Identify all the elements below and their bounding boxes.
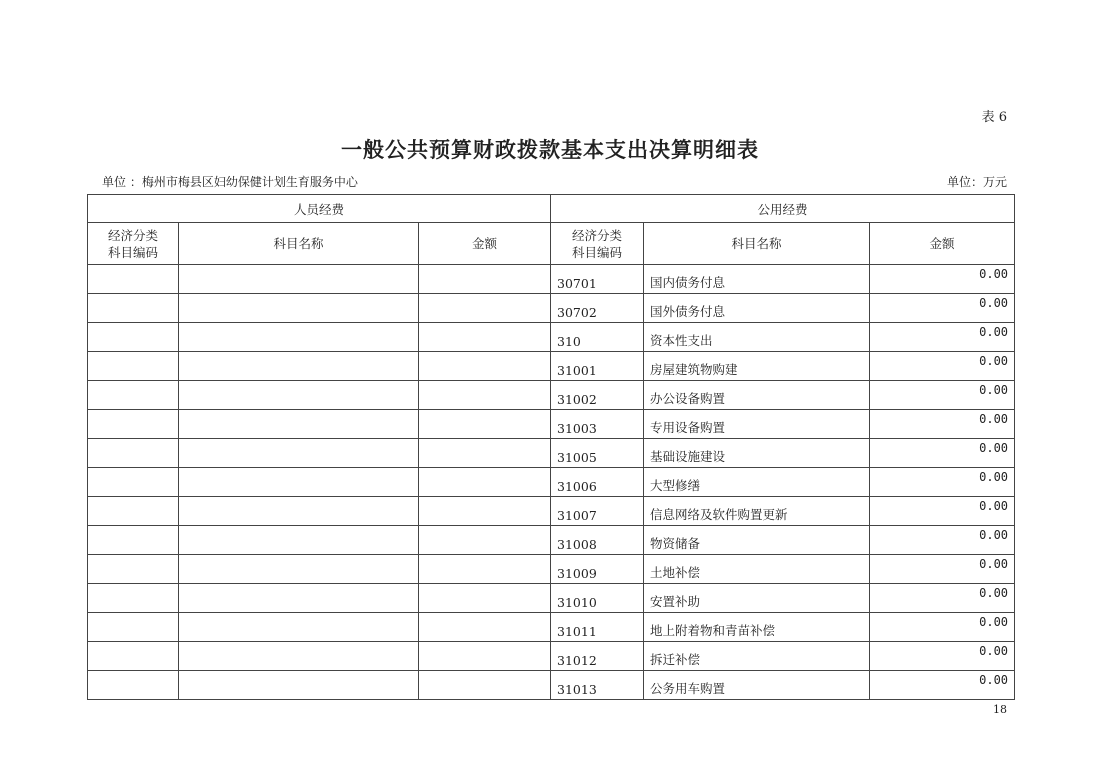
personnel-amount-cell <box>419 265 551 294</box>
table-row <box>88 381 1015 410</box>
personnel-code-cell <box>88 555 179 584</box>
personnel-name-cell <box>179 671 419 700</box>
personnel-name-cell <box>179 526 419 555</box>
public-amount-cell: 0.00 <box>870 410 1015 439</box>
personnel-code-cell <box>88 468 179 497</box>
personnel-code-cell <box>88 294 179 323</box>
public-amount-cell: 0.00 <box>870 352 1015 381</box>
column-header-row <box>88 223 1015 265</box>
public-amount-cell: 0.00 <box>870 439 1015 468</box>
public-name-cell: 拆迁补偿 <box>644 642 870 671</box>
public-amount-cell: 0.00 <box>870 642 1015 671</box>
group-header-personnel: 人员经费 <box>88 195 551 223</box>
public-name-cell: 专用设备购置 <box>644 410 870 439</box>
personnel-code-cell <box>88 352 179 381</box>
public-code-cell: 31010 <box>551 584 644 613</box>
public-name-cell: 办公设备购置 <box>644 381 870 410</box>
public-name-cell: 大型修缮 <box>644 468 870 497</box>
public-amount-cell: 0.00 <box>870 526 1015 555</box>
personnel-name-cell <box>179 323 419 352</box>
public-amount-cell: 0.00 <box>870 265 1015 294</box>
col-header-code-line1: 经济分类 <box>107 227 158 243</box>
public-amount-cell: 0.00 <box>870 497 1015 526</box>
personnel-name-cell <box>179 265 419 294</box>
public-code-cell: 31009 <box>551 555 644 584</box>
organization-label: 单位 ：梅州市梅县区妇幼保健计划生育服务中心 <box>102 175 358 189</box>
table-row <box>88 642 1015 671</box>
personnel-name-cell <box>179 294 419 323</box>
table-number: 表 6 <box>981 110 1007 125</box>
group-header-row <box>88 195 1015 223</box>
page-title: 一般公共预算财政拨款基本支出决算明细表 <box>341 137 759 162</box>
public-code-cell: 31003 <box>551 410 644 439</box>
public-code-cell: 31013 <box>551 671 644 700</box>
public-amount-cell: 0.00 <box>870 468 1015 497</box>
col-header-code-line2: 科目编码 <box>107 244 158 260</box>
personnel-name-cell <box>179 439 419 468</box>
table-row <box>88 439 1015 468</box>
col-header-public-code <box>551 223 644 265</box>
public-code-cell: 31007 <box>551 497 644 526</box>
table-row <box>88 671 1015 700</box>
personnel-amount-cell <box>419 352 551 381</box>
expenditure-detail-table <box>87 194 1015 700</box>
col-header-personnel-name: 科目名称 <box>179 223 419 265</box>
public-code-cell: 31002 <box>551 381 644 410</box>
public-name-cell: 基础设施建设 <box>644 439 870 468</box>
public-amount-cell: 0.00 <box>870 555 1015 584</box>
col-header-code-line2: 科目编码 <box>572 244 623 260</box>
public-code-cell: 31006 <box>551 468 644 497</box>
group-header-public: 公用经费 <box>551 195 1015 223</box>
public-name-cell: 物资储备 <box>644 526 870 555</box>
public-amount-cell: 0.00 <box>870 323 1015 352</box>
table-row <box>88 613 1015 642</box>
personnel-code-cell <box>88 642 179 671</box>
personnel-amount-cell <box>419 439 551 468</box>
col-header-public-name: 科目名称 <box>644 223 870 265</box>
public-code-cell: 31011 <box>551 613 644 642</box>
public-amount-cell: 0.00 <box>870 584 1015 613</box>
personnel-amount-cell <box>419 584 551 613</box>
public-name-cell: 房屋建筑物购建 <box>644 352 870 381</box>
col-header-personnel-amount: 金额 <box>419 223 551 265</box>
table-row <box>88 555 1015 584</box>
personnel-name-cell <box>179 352 419 381</box>
public-amount-cell: 0.00 <box>870 381 1015 410</box>
table-row <box>88 294 1015 323</box>
personnel-name-cell <box>179 497 419 526</box>
public-name-cell: 公务用车购置 <box>644 671 870 700</box>
personnel-code-cell <box>88 613 179 642</box>
public-code-cell: 30702 <box>551 294 644 323</box>
personnel-name-cell <box>179 584 419 613</box>
table-row <box>88 468 1015 497</box>
currency-unit-label: 单位：万元 <box>946 175 1007 189</box>
personnel-code-cell <box>88 671 179 700</box>
personnel-code-cell <box>88 323 179 352</box>
personnel-amount-cell <box>419 410 551 439</box>
public-code-cell: 310 <box>551 323 644 352</box>
personnel-code-cell <box>88 526 179 555</box>
table-row <box>88 526 1015 555</box>
personnel-code-cell <box>88 410 179 439</box>
personnel-amount-cell <box>419 526 551 555</box>
table-row <box>88 497 1015 526</box>
public-amount-cell: 0.00 <box>870 671 1015 700</box>
personnel-code-cell <box>88 497 179 526</box>
table-row <box>88 584 1015 613</box>
personnel-amount-cell <box>419 294 551 323</box>
public-name-cell: 国内债务付息 <box>644 265 870 294</box>
personnel-code-cell <box>88 439 179 468</box>
table-row <box>88 410 1015 439</box>
public-code-cell: 31012 <box>551 642 644 671</box>
public-code-cell: 31001 <box>551 352 644 381</box>
personnel-code-cell <box>88 381 179 410</box>
public-name-cell: 土地补偿 <box>644 555 870 584</box>
personnel-name-cell <box>179 555 419 584</box>
public-code-cell: 30701 <box>551 265 644 294</box>
personnel-code-cell <box>88 584 179 613</box>
public-name-cell: 安置补助 <box>644 584 870 613</box>
table-row <box>88 352 1015 381</box>
personnel-name-cell <box>179 468 419 497</box>
table-row <box>88 323 1015 352</box>
public-name-cell: 地上附着物和青苗补偿 <box>644 613 870 642</box>
col-header-personnel-code <box>88 223 179 265</box>
personnel-amount-cell <box>419 381 551 410</box>
col-header-public-amount: 金额 <box>870 223 1015 265</box>
personnel-name-cell <box>179 410 419 439</box>
public-amount-cell: 0.00 <box>870 613 1015 642</box>
public-name-cell: 资本性支出 <box>644 323 870 352</box>
personnel-amount-cell <box>419 497 551 526</box>
public-name-cell: 国外债务付息 <box>644 294 870 323</box>
col-header-code-line1: 经济分类 <box>572 227 623 243</box>
table-body <box>88 265 1015 700</box>
unit-row <box>102 173 1007 190</box>
public-code-cell: 31008 <box>551 526 644 555</box>
personnel-name-cell <box>179 381 419 410</box>
personnel-amount-cell <box>419 555 551 584</box>
personnel-name-cell <box>179 642 419 671</box>
personnel-amount-cell <box>419 323 551 352</box>
page-number: 18 <box>993 703 1007 716</box>
table-row <box>88 265 1015 294</box>
personnel-amount-cell <box>419 642 551 671</box>
public-name-cell: 信息网络及软件购置更新 <box>644 497 870 526</box>
personnel-name-cell <box>179 613 419 642</box>
personnel-amount-cell <box>419 613 551 642</box>
personnel-code-cell <box>88 265 179 294</box>
public-amount-cell: 0.00 <box>870 294 1015 323</box>
personnel-amount-cell <box>419 468 551 497</box>
public-code-cell: 31005 <box>551 439 644 468</box>
personnel-amount-cell <box>419 671 551 700</box>
